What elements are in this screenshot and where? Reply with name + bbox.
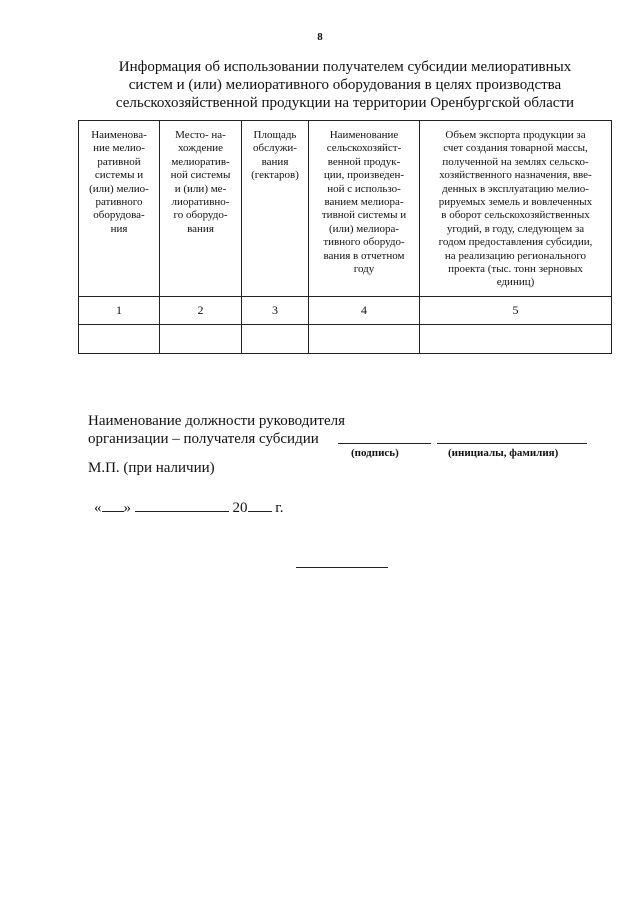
header-text: ративной — [97, 155, 141, 168]
year-field[interactable] — [248, 498, 272, 512]
header-text: единиц) — [496, 276, 535, 289]
header-text: году — [353, 263, 375, 276]
table-cell[interactable] — [309, 324, 420, 353]
header-text: обслужи- — [253, 142, 297, 155]
year-prefix: 20 — [232, 500, 248, 516]
day-field[interactable] — [102, 498, 124, 512]
header-text: ние мелио- — [93, 142, 145, 155]
header-text: денных в эксплуатацию мелио- — [442, 182, 589, 195]
position-label-line: Наименование должности руководителя — [88, 413, 346, 429]
header-text: вания — [187, 222, 214, 235]
position-label — [88, 412, 345, 448]
header-text: Наименование — [329, 129, 399, 141]
title-line: систем и (или) мелиоративного оборудования в целях производства — [128, 77, 562, 93]
date-close-quote: » — [123, 500, 131, 516]
column-number-row — [79, 296, 612, 324]
column-number: 2 — [160, 296, 242, 324]
title-line: сельскохозяйственной продукции на территории Оренбургской области — [115, 95, 575, 111]
header-text: ванием мелиора- — [324, 196, 404, 209]
month-field[interactable] — [135, 498, 229, 512]
header-text: тивного оборудо- — [323, 236, 405, 249]
table-cell[interactable] — [160, 324, 242, 353]
signature-caption: (подпись) — [351, 447, 399, 459]
column-number: 4 — [309, 296, 420, 324]
header-text: ции, произведен- — [323, 169, 405, 182]
end-divider — [296, 567, 388, 568]
date-line — [94, 498, 283, 517]
header-text: ративного — [95, 196, 143, 209]
header-text: проекта (тыс. тонн зерновых — [448, 263, 583, 276]
header-text: сельскохозяйст- — [326, 142, 402, 155]
header-text: годом предоставления субсидии, — [438, 236, 593, 249]
header-text: хозяйственного назначения, вве- — [439, 169, 592, 182]
header-cell-system-name — [79, 121, 160, 297]
header-text: (или) мелиора- — [328, 222, 400, 235]
header-text: (или) мелио- — [89, 182, 149, 195]
header-text: системы и — [94, 169, 144, 182]
header-text: ния — [110, 222, 128, 235]
page-number: 8 — [317, 31, 323, 43]
header-text: го оборудо- — [173, 209, 228, 222]
table-cell[interactable] — [79, 324, 160, 353]
name-caption: (инициалы, фамилия) — [448, 447, 559, 459]
header-text: на реализацию регионального — [444, 249, 587, 262]
header-text: Площадь — [253, 129, 297, 141]
column-number: 5 — [420, 296, 612, 324]
header-text: угодий, в году, следующем за — [446, 222, 585, 235]
table-cell[interactable] — [420, 324, 612, 353]
signature-field[interactable] — [338, 443, 431, 444]
header-text: мелиоратив- — [171, 155, 230, 168]
header-text: и (или) ме- — [174, 182, 227, 195]
header-text: тивной системы и — [321, 209, 407, 222]
column-number: 3 — [242, 296, 309, 324]
table-row — [79, 324, 612, 353]
header-text: лиоративно- — [171, 196, 230, 209]
year-suffix: г. — [275, 500, 284, 516]
header-text: в оборот сельскохозяйственных — [441, 209, 590, 222]
name-field[interactable] — [437, 443, 587, 444]
document-title — [80, 58, 610, 112]
title-line: Информация об использовании получателем субсидии мелиоративных — [118, 59, 572, 75]
stamp-label: М.П. (при наличии) — [88, 460, 215, 476]
table-cell[interactable] — [242, 324, 309, 353]
position-label-line: организации – получателя субсидии — [88, 431, 319, 447]
info-table — [78, 120, 612, 354]
header-text: Место- на- — [175, 129, 226, 141]
header-cell-export-volume — [420, 121, 612, 297]
header-text: ной системы — [170, 169, 231, 182]
header-text: венной продук- — [327, 155, 401, 168]
header-text: полученной на землях сельско- — [442, 155, 589, 168]
header-text: Объем экспорта продукции за — [445, 129, 586, 141]
date-open-quote: « — [94, 500, 102, 516]
header-text: (гектаров) — [251, 169, 299, 182]
header-text: счет создания товарной массы, — [443, 142, 588, 155]
header-text: Наименова- — [91, 129, 147, 141]
header-cell-product-name — [309, 121, 420, 297]
header-text: вания в отчетном — [323, 249, 405, 262]
column-number: 1 — [79, 296, 160, 324]
header-text: ной с использо- — [327, 182, 401, 195]
header-row — [79, 121, 612, 297]
header-text: вания — [261, 155, 289, 168]
header-text: хождение — [177, 142, 224, 155]
header-cell-area — [242, 121, 309, 297]
header-text: оборудова- — [93, 209, 145, 222]
header-cell-location — [160, 121, 242, 297]
header-text: рируемых земель и вовлеченных — [438, 196, 593, 209]
